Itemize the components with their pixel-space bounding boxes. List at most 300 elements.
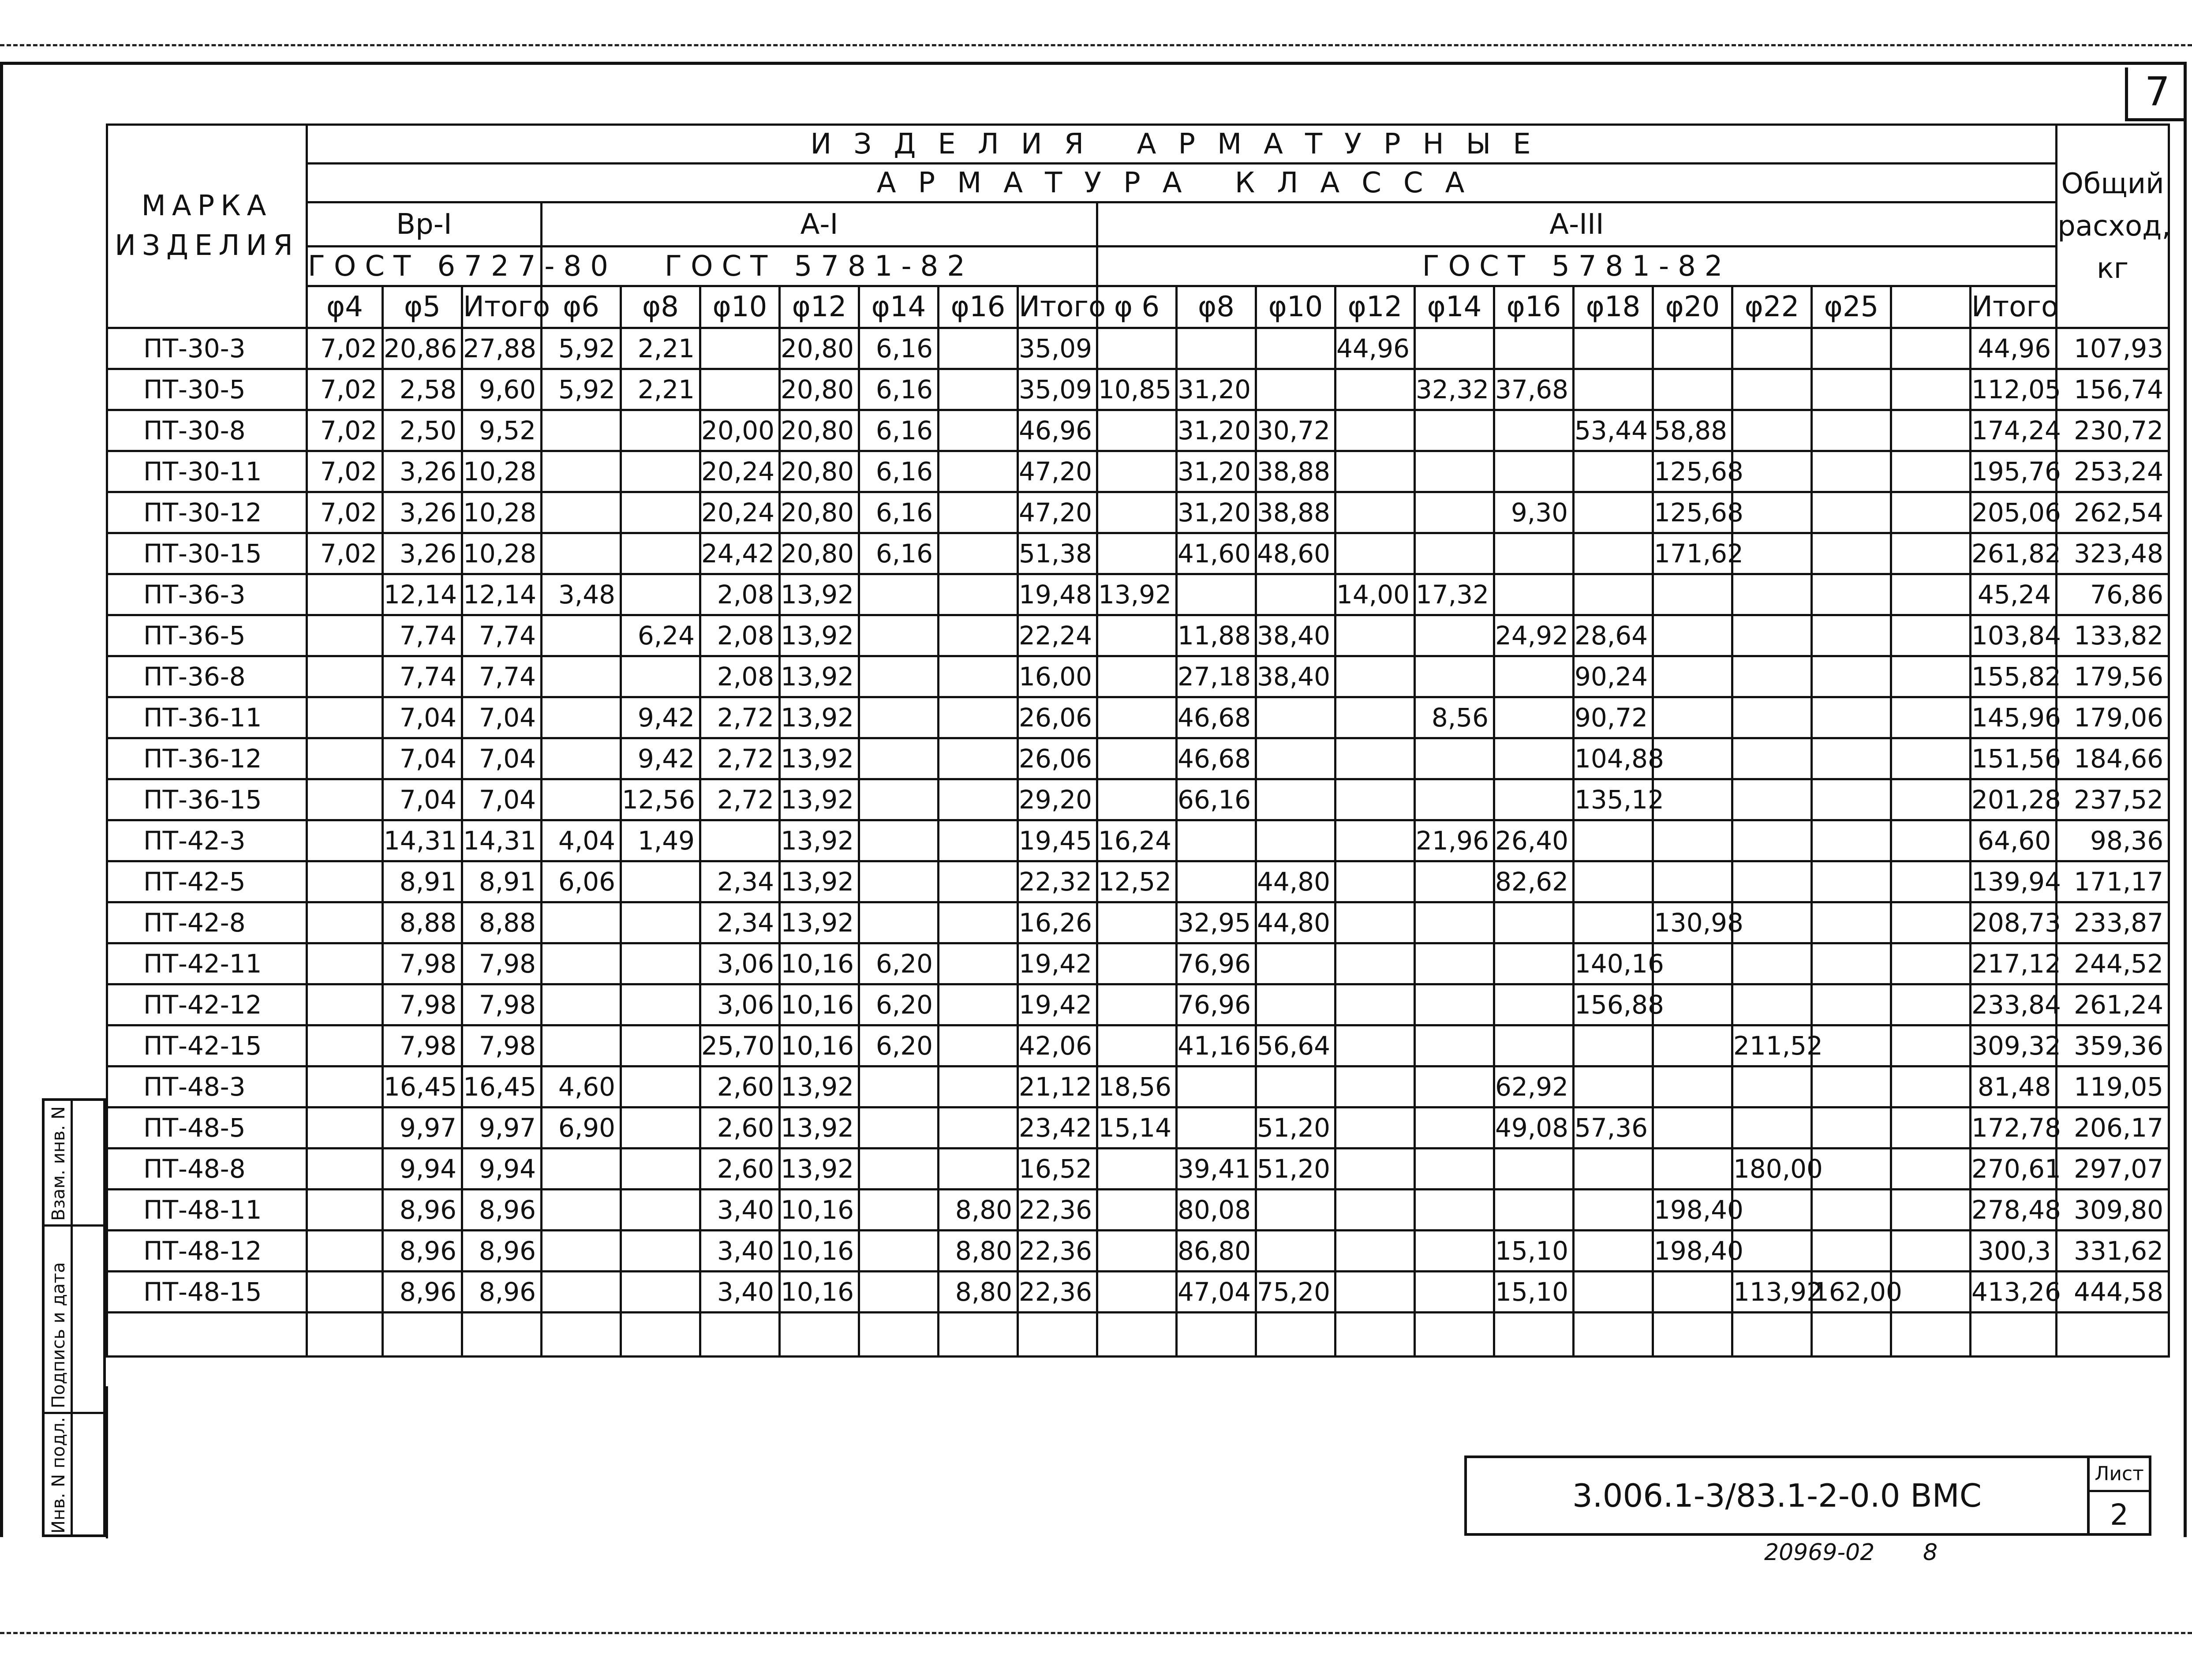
row-value bbox=[1335, 902, 1415, 943]
row-value: 198,40 bbox=[1653, 1190, 1732, 1231]
table-row bbox=[107, 820, 2169, 861]
row-value: 6,20 bbox=[859, 943, 939, 984]
gost-a3: ГОСТ 5781-82 bbox=[1097, 247, 2057, 286]
row-value bbox=[1812, 697, 1891, 738]
row-value bbox=[1891, 820, 1971, 861]
row-value: 7,04 bbox=[462, 738, 542, 779]
row-value bbox=[1335, 943, 1415, 984]
row-value bbox=[1653, 697, 1732, 738]
row-value bbox=[1812, 533, 1891, 574]
row-value: 23,42 bbox=[1018, 1108, 1097, 1149]
row-value: 47,04 bbox=[1177, 1272, 1256, 1313]
row-value bbox=[1097, 328, 1177, 369]
row-value: 26,06 bbox=[1018, 697, 1097, 738]
row-value: 145,96 bbox=[1971, 697, 2057, 738]
row-value bbox=[1653, 943, 1732, 984]
row-value: 26,06 bbox=[1018, 738, 1097, 779]
table-row bbox=[107, 1108, 2169, 1149]
row-value: 155,82 bbox=[1971, 656, 2057, 697]
row-value bbox=[1335, 1272, 1415, 1313]
row-value bbox=[1574, 369, 1653, 410]
row-value bbox=[1732, 984, 1812, 1025]
row-value: 12,52 bbox=[1097, 861, 1177, 902]
column-header: φ6 bbox=[542, 286, 621, 328]
row-value bbox=[621, 451, 700, 492]
row-value: 22,32 bbox=[1018, 861, 1097, 902]
row-value bbox=[1415, 1149, 1494, 1190]
row-mark: ПТ-42-15 bbox=[107, 1025, 307, 1066]
row-value bbox=[1891, 1272, 1971, 1313]
row-value bbox=[1256, 984, 1335, 1025]
row-value: 5,92 bbox=[542, 328, 621, 369]
column-header: φ14 bbox=[1415, 286, 1494, 328]
row-value: 7,98 bbox=[462, 984, 542, 1025]
row-value bbox=[1415, 328, 1494, 369]
row-value: 9,97 bbox=[462, 1108, 542, 1149]
row-value: 6,06 bbox=[542, 861, 621, 902]
row-value: 6,90 bbox=[542, 1108, 621, 1149]
row-value: 38,88 bbox=[1256, 492, 1335, 533]
row-value: 6,16 bbox=[859, 369, 939, 410]
row-value bbox=[1494, 1190, 1574, 1231]
row-value: 7,04 bbox=[462, 697, 542, 738]
page-number: 8 bbox=[1923, 1539, 1938, 1566]
row-value: 7,74 bbox=[462, 615, 542, 656]
row-value bbox=[621, 902, 700, 943]
row-value: 171,62 bbox=[1653, 533, 1732, 574]
row-value: 156,88 bbox=[1574, 984, 1653, 1025]
row-value: 80,08 bbox=[1177, 1190, 1256, 1231]
row-value bbox=[939, 574, 1018, 615]
row-value bbox=[307, 574, 383, 615]
row-value bbox=[542, 902, 621, 943]
row-mark: ПТ-36-5 bbox=[107, 615, 307, 656]
row-value: 41,16 bbox=[1177, 1025, 1256, 1066]
row-value: 16,00 bbox=[1018, 656, 1097, 697]
row-value bbox=[939, 492, 1018, 533]
row-value bbox=[1732, 902, 1812, 943]
row-value: 125,68 bbox=[1653, 492, 1732, 533]
table-row bbox=[107, 1190, 2169, 1231]
row-value bbox=[939, 369, 1018, 410]
row-value bbox=[1812, 861, 1891, 902]
row-value: 14,31 bbox=[383, 820, 462, 861]
stamp-original bbox=[45, 1414, 103, 1537]
table-row bbox=[107, 1231, 2169, 1272]
column-header: φ18 bbox=[1574, 286, 1653, 328]
archive-number: 20969-02 bbox=[1764, 1539, 1875, 1566]
row-mark: ПТ-36-15 bbox=[107, 779, 307, 820]
row-value: 201,28 bbox=[1971, 779, 2057, 820]
row-value bbox=[307, 738, 383, 779]
row-value bbox=[1653, 656, 1732, 697]
row-value bbox=[859, 574, 939, 615]
row-value bbox=[1494, 1149, 1574, 1190]
row-value bbox=[1653, 328, 1732, 369]
row-value: 2,72 bbox=[700, 697, 780, 738]
row-value: 233,84 bbox=[1971, 984, 2057, 1025]
row-value bbox=[1653, 574, 1732, 615]
row-value: 211,52 bbox=[1732, 1025, 1812, 1066]
row-value bbox=[1812, 1231, 1891, 1272]
row-value bbox=[1335, 861, 1415, 902]
row-value bbox=[859, 779, 939, 820]
column-header: Итого bbox=[462, 286, 542, 328]
row-value: 20,24 bbox=[700, 492, 780, 533]
table-row bbox=[107, 779, 2169, 820]
row-value: 47,20 bbox=[1018, 451, 1097, 492]
row-value: 119,05 bbox=[2057, 1066, 2169, 1108]
row-value: 13,92 bbox=[780, 1108, 859, 1149]
row-value: 44,80 bbox=[1256, 902, 1335, 943]
row-value: 47,20 bbox=[1018, 492, 1097, 533]
row-value bbox=[1097, 779, 1177, 820]
row-value bbox=[1097, 1149, 1177, 1190]
row-value: 270,61 bbox=[1971, 1149, 2057, 1190]
row-value bbox=[1653, 1108, 1732, 1149]
row-value: 58,88 bbox=[1653, 410, 1732, 451]
row-value: 22,24 bbox=[1018, 615, 1097, 656]
row-value bbox=[1653, 1272, 1732, 1313]
row-value bbox=[1891, 492, 1971, 533]
row-value: 198,40 bbox=[1653, 1231, 1732, 1272]
row-mark: ПТ-42-3 bbox=[107, 820, 307, 861]
row-value bbox=[1732, 369, 1812, 410]
row-value bbox=[1335, 738, 1415, 779]
stamp-signature bbox=[45, 1227, 103, 1414]
row-value: 8,80 bbox=[939, 1272, 1018, 1313]
row-value: 7,02 bbox=[307, 369, 383, 410]
row-value bbox=[1891, 1149, 1971, 1190]
table-row bbox=[107, 328, 2169, 369]
row-value: 20,80 bbox=[780, 492, 859, 533]
column-header: φ22 bbox=[1732, 286, 1812, 328]
row-value bbox=[859, 1149, 939, 1190]
row-value bbox=[1891, 984, 1971, 1025]
row-value: 15,10 bbox=[1494, 1231, 1574, 1272]
row-value bbox=[1812, 820, 1891, 861]
row-value: 13,92 bbox=[780, 1066, 859, 1108]
row-value bbox=[1494, 902, 1574, 943]
row-value bbox=[307, 984, 383, 1025]
row-value: 9,42 bbox=[621, 738, 700, 779]
row-value: 62,92 bbox=[1494, 1066, 1574, 1108]
row-value: 57,36 bbox=[1574, 1108, 1653, 1149]
row-value: 53,44 bbox=[1574, 410, 1653, 451]
column-header: φ16 bbox=[939, 286, 1018, 328]
row-value: 2,34 bbox=[700, 902, 780, 943]
row-value bbox=[621, 1025, 700, 1066]
row-value bbox=[939, 328, 1018, 369]
row-value bbox=[1335, 697, 1415, 738]
row-value bbox=[1574, 902, 1653, 943]
row-value: 8,88 bbox=[383, 902, 462, 943]
mark-header: МАРКА ИЗДЕЛИЯ bbox=[107, 125, 307, 328]
row-value bbox=[307, 1149, 383, 1190]
row-value bbox=[1891, 861, 1971, 902]
row-value bbox=[1256, 943, 1335, 984]
table-row bbox=[107, 451, 2169, 492]
row-value: 171,17 bbox=[2057, 861, 2169, 902]
row-value: 14,31 bbox=[462, 820, 542, 861]
row-value: 35,09 bbox=[1018, 328, 1097, 369]
row-value: 4,60 bbox=[542, 1066, 621, 1108]
row-mark: ПТ-30-11 bbox=[107, 451, 307, 492]
row-value bbox=[1891, 574, 1971, 615]
row-value: 233,87 bbox=[2057, 902, 2169, 943]
row-value bbox=[1335, 451, 1415, 492]
row-value bbox=[1177, 861, 1256, 902]
row-value bbox=[542, 943, 621, 984]
row-value: 19,42 bbox=[1018, 984, 1097, 1025]
row-value: 130,98 bbox=[1653, 902, 1732, 943]
row-value bbox=[1335, 656, 1415, 697]
row-value: 10,16 bbox=[780, 1272, 859, 1313]
row-value bbox=[1097, 1190, 1177, 1231]
row-mark: ПТ-30-12 bbox=[107, 492, 307, 533]
table-row bbox=[107, 369, 2169, 410]
document-code: 3.006.1-3/83.1-2-0.0 ВМС bbox=[1464, 1456, 2090, 1536]
column-header: φ12 bbox=[780, 286, 859, 328]
row-value: 8,80 bbox=[939, 1190, 1018, 1231]
row-value: 16,52 bbox=[1018, 1149, 1097, 1190]
row-value: 2,72 bbox=[700, 779, 780, 820]
row-value bbox=[1732, 533, 1812, 574]
row-value: 13,92 bbox=[780, 615, 859, 656]
row-value bbox=[1335, 1149, 1415, 1190]
row-value: 10,28 bbox=[462, 533, 542, 574]
row-value: 20,80 bbox=[780, 533, 859, 574]
row-value bbox=[542, 984, 621, 1025]
row-value: 22,36 bbox=[1018, 1190, 1097, 1231]
column-header: φ14 bbox=[859, 286, 939, 328]
row-value: 7,04 bbox=[383, 779, 462, 820]
row-value: 86,80 bbox=[1177, 1231, 1256, 1272]
row-value: 39,41 bbox=[1177, 1149, 1256, 1190]
row-value bbox=[1653, 1149, 1732, 1190]
row-value: 112,05 bbox=[1971, 369, 2057, 410]
row-value bbox=[542, 779, 621, 820]
row-value: 3,06 bbox=[700, 943, 780, 984]
row-value: 10,16 bbox=[780, 984, 859, 1025]
row-value bbox=[1812, 1025, 1891, 1066]
table-row bbox=[107, 861, 2169, 902]
row-value: 14,00 bbox=[1335, 574, 1415, 615]
row-value bbox=[1335, 1190, 1415, 1231]
row-value bbox=[1256, 1231, 1335, 1272]
row-value bbox=[307, 779, 383, 820]
row-value: 16,26 bbox=[1018, 902, 1097, 943]
row-value bbox=[1415, 943, 1494, 984]
row-value bbox=[307, 1025, 383, 1066]
row-value bbox=[1653, 615, 1732, 656]
row-value bbox=[1812, 779, 1891, 820]
row-value bbox=[1415, 492, 1494, 533]
row-value: 12,14 bbox=[383, 574, 462, 615]
row-value bbox=[1891, 369, 1971, 410]
row-value: 44,96 bbox=[1335, 328, 1415, 369]
row-value: 24,42 bbox=[700, 533, 780, 574]
row-value: 30,72 bbox=[1256, 410, 1335, 451]
row-value bbox=[1335, 820, 1415, 861]
row-value: 32,32 bbox=[1415, 369, 1494, 410]
row-value: 19,48 bbox=[1018, 574, 1097, 615]
row-value: 103,84 bbox=[1971, 615, 2057, 656]
row-value bbox=[939, 533, 1018, 574]
table-row bbox=[107, 697, 2169, 738]
row-value: 6,16 bbox=[859, 328, 939, 369]
row-value: 31,20 bbox=[1177, 369, 1256, 410]
row-value bbox=[939, 410, 1018, 451]
row-mark: ПТ-30-5 bbox=[107, 369, 307, 410]
row-value: 151,56 bbox=[1971, 738, 2057, 779]
row-value bbox=[1812, 451, 1891, 492]
row-value: 172,78 bbox=[1971, 1108, 2057, 1149]
row-value: 107,93 bbox=[2057, 328, 2169, 369]
row-value bbox=[621, 574, 700, 615]
row-value bbox=[307, 1108, 383, 1149]
stamp-label-2: Подпись и дата bbox=[48, 1262, 69, 1408]
row-value: 20,80 bbox=[780, 451, 859, 492]
row-mark: ПТ-48-5 bbox=[107, 1108, 307, 1149]
row-value bbox=[1653, 861, 1732, 902]
row-value: 104,88 bbox=[1574, 738, 1653, 779]
row-value bbox=[621, 861, 700, 902]
row-value bbox=[1891, 697, 1971, 738]
row-value bbox=[1494, 984, 1574, 1025]
row-value: 82,62 bbox=[1494, 861, 1574, 902]
row-value bbox=[1891, 615, 1971, 656]
row-value bbox=[1335, 779, 1415, 820]
row-mark: ПТ-30-3 bbox=[107, 328, 307, 369]
row-value: 45,24 bbox=[1971, 574, 2057, 615]
gost-vr1: ГОСТ 6727-80 bbox=[307, 247, 542, 286]
row-value bbox=[1574, 1190, 1653, 1231]
row-value: 76,86 bbox=[2057, 574, 2169, 615]
row-value bbox=[621, 492, 700, 533]
row-value: 18,56 bbox=[1097, 1066, 1177, 1108]
row-value: 6,16 bbox=[859, 533, 939, 574]
row-mark: ПТ-48-11 bbox=[107, 1190, 307, 1231]
row-value bbox=[1732, 492, 1812, 533]
row-value bbox=[1256, 779, 1335, 820]
row-value bbox=[621, 1108, 700, 1149]
row-value bbox=[939, 656, 1018, 697]
row-value bbox=[1891, 1108, 1971, 1149]
row-value: 66,16 bbox=[1177, 779, 1256, 820]
column-header: φ5 bbox=[383, 286, 462, 328]
row-value bbox=[1415, 1108, 1494, 1149]
row-value bbox=[1812, 738, 1891, 779]
row-value bbox=[859, 1108, 939, 1149]
row-value: 7,98 bbox=[462, 943, 542, 984]
row-value: 8,88 bbox=[462, 902, 542, 943]
row-value: 2,21 bbox=[621, 328, 700, 369]
row-value bbox=[1574, 1149, 1653, 1190]
row-value bbox=[1732, 1108, 1812, 1149]
row-value bbox=[859, 861, 939, 902]
row-value: 309,80 bbox=[2057, 1190, 2169, 1231]
row-value bbox=[1653, 369, 1732, 410]
row-value bbox=[307, 902, 383, 943]
row-value: 13,92 bbox=[780, 697, 859, 738]
row-value bbox=[1494, 779, 1574, 820]
row-value bbox=[1494, 328, 1574, 369]
row-mark: ПТ-42-11 bbox=[107, 943, 307, 984]
row-value bbox=[1812, 1066, 1891, 1108]
row-value bbox=[1415, 533, 1494, 574]
row-value: 41,60 bbox=[1177, 533, 1256, 574]
row-value: 49,08 bbox=[1494, 1108, 1574, 1149]
row-value bbox=[859, 1231, 939, 1272]
row-value: 13,92 bbox=[780, 820, 859, 861]
row-value: 6,16 bbox=[859, 410, 939, 451]
row-value bbox=[307, 656, 383, 697]
table-row bbox=[107, 738, 2169, 779]
row-value bbox=[1732, 328, 1812, 369]
row-value bbox=[1177, 820, 1256, 861]
row-value bbox=[307, 1231, 383, 1272]
row-value bbox=[542, 615, 621, 656]
row-value bbox=[1335, 1066, 1415, 1108]
row-value bbox=[1891, 1231, 1971, 1272]
row-value bbox=[1415, 902, 1494, 943]
row-value: 444,58 bbox=[2057, 1272, 2169, 1313]
row-value: 51,20 bbox=[1256, 1108, 1335, 1149]
row-value: 31,20 bbox=[1177, 451, 1256, 492]
row-value: 2,34 bbox=[700, 861, 780, 902]
subgroup-title: АРМАТУРА КЛАССА bbox=[307, 164, 2057, 202]
row-value: 15,14 bbox=[1097, 1108, 1177, 1149]
row-value: 7,98 bbox=[383, 984, 462, 1025]
row-value: 217,12 bbox=[1971, 943, 2057, 984]
row-value: 7,98 bbox=[383, 943, 462, 984]
row-value: 10,28 bbox=[462, 451, 542, 492]
row-value: 323,48 bbox=[2057, 533, 2169, 574]
table-row bbox=[107, 902, 2169, 943]
row-value: 32,95 bbox=[1177, 902, 1256, 943]
row-value: 10,16 bbox=[780, 1231, 859, 1272]
row-value: 297,07 bbox=[2057, 1149, 2169, 1190]
row-value bbox=[939, 902, 1018, 943]
row-value: 98,36 bbox=[2057, 820, 2169, 861]
row-value: 8,96 bbox=[383, 1190, 462, 1231]
row-value: 3,26 bbox=[383, 492, 462, 533]
row-value bbox=[939, 779, 1018, 820]
row-value bbox=[939, 820, 1018, 861]
row-value bbox=[1256, 1190, 1335, 1231]
row-value: 7,04 bbox=[462, 779, 542, 820]
row-value: 205,06 bbox=[1971, 492, 2057, 533]
row-value bbox=[542, 697, 621, 738]
row-value: 6,20 bbox=[859, 1025, 939, 1066]
stamp-label-3: Инв. N подл. bbox=[48, 1417, 69, 1534]
empty-row bbox=[107, 1313, 2169, 1357]
row-value: 7,74 bbox=[462, 656, 542, 697]
row-value bbox=[1335, 492, 1415, 533]
row-value bbox=[1256, 697, 1335, 738]
row-value bbox=[1097, 492, 1177, 533]
row-value: 13,92 bbox=[780, 1149, 859, 1190]
row-value bbox=[1097, 1231, 1177, 1272]
row-value: 46,68 bbox=[1177, 697, 1256, 738]
row-value bbox=[859, 902, 939, 943]
row-value: 12,14 bbox=[462, 574, 542, 615]
row-value: 81,48 bbox=[1971, 1066, 2057, 1108]
row-value: 90,72 bbox=[1574, 697, 1653, 738]
row-value: 179,56 bbox=[2057, 656, 2169, 697]
row-value bbox=[1732, 410, 1812, 451]
